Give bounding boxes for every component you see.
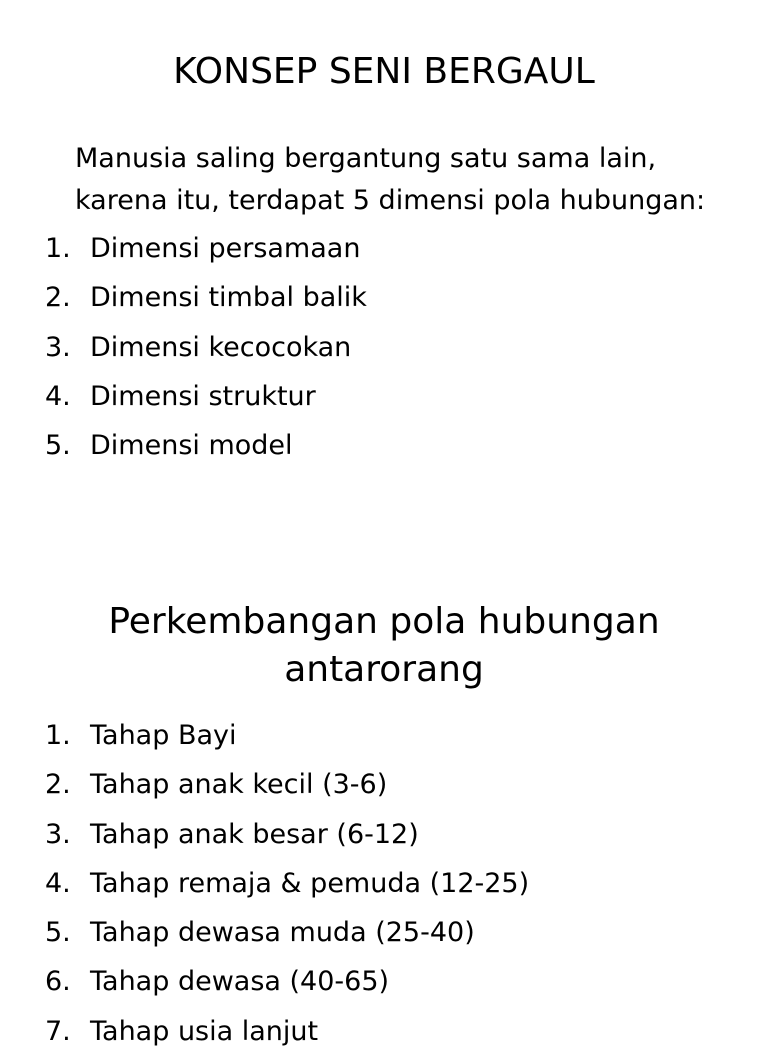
list-item-number: 2.: [45, 769, 71, 801]
list-item-label: Dimensi kecocokan: [90, 331, 352, 363]
list-item-number: 5.: [45, 430, 71, 462]
slide-perkembangan-pola-hubungan: [0, 512, 768, 1047]
slide-title: KONSEP SENI BERGAUL: [173, 51, 595, 92]
list-item-label: Tahap Bayi: [90, 720, 237, 751]
slide-title-line-1: Perkembangan pola hubungan: [108, 601, 660, 642]
list-item-label: Tahap remaja & pemuda (12-25): [90, 867, 530, 899]
list-item-label: Dimensi model: [90, 430, 293, 462]
list-item-number: 2.: [45, 282, 71, 314]
list-item-label: Tahap dewasa muda (25-40): [90, 917, 475, 949]
list-item-number: 4.: [45, 867, 71, 899]
list-item-label: Dimensi persamaan: [90, 233, 361, 264]
list-item-number: 5.: [45, 917, 71, 949]
intro-line-2: karena itu, terdapat 5 dimensi pola hubungan:: [75, 185, 706, 216]
intro-line-1: Manusia saling bergantung satu sama lain,: [75, 143, 657, 174]
list-item-number: 3.: [45, 818, 71, 850]
intro-text: [75, 138, 755, 222]
list-item-number: 1.: [45, 720, 71, 751]
list-item-label: Dimensi timbal balik: [90, 282, 367, 314]
slide-konsep-seni-bergaul: [0, 0, 768, 512]
slide-title: [0, 598, 768, 694]
list-item-number: 3.: [45, 331, 71, 363]
list-item-number: 1.: [45, 233, 71, 264]
list-item-label: Dimensi struktur: [90, 380, 316, 412]
list-item-number: 4.: [45, 380, 71, 412]
list-item-number: 7.: [45, 1015, 71, 1047]
slide-title-line-2: antarorang: [284, 649, 484, 690]
list-item-label: Tahap usia lanjut: [90, 1015, 319, 1047]
list-item-label: Tahap anak kecil (3-6): [90, 769, 388, 801]
list-item-label: Tahap anak besar (6-12): [90, 818, 419, 850]
list-item-number: 6.: [45, 966, 71, 998]
list-item-label: Tahap dewasa (40-65): [90, 966, 390, 998]
